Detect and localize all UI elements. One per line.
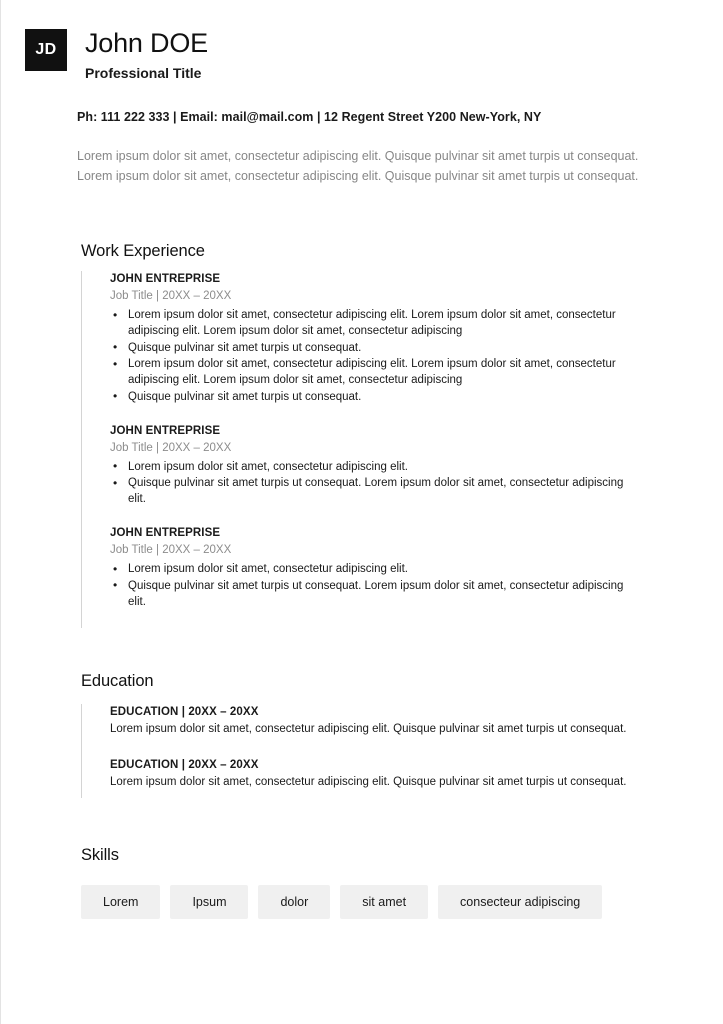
- education-entry-head: EDUCATION | 20XX – 20XX: [110, 759, 259, 771]
- education-entry: [110, 757, 723, 790]
- bullet-item: • Lorem ipsum dolor sit amet, consectetur adipiscing elit.: [110, 561, 640, 577]
- contact-line: Ph: 111 222 333 | Email: mail@mail.com | 12 Regent Street Y200 New-York, NY: [77, 110, 542, 124]
- work-entry-org: JOHN ENTREPRISE: [110, 527, 221, 539]
- work-entry: [110, 423, 723, 508]
- work-entry: [110, 525, 723, 610]
- skill-chip: Ipsum: [170, 885, 248, 919]
- bullet-item: • Lorem ipsum dolor sit amet, consectetur adipiscing elit.: [110, 459, 640, 475]
- bullet-item: • Quisque pulvinar sit amet turpis ut consequat. Lorem ipsum dolor sit amet, consectetur adipiscing elit.: [110, 578, 640, 610]
- skills-section: [81, 846, 723, 919]
- bullet-item: • Lorem ipsum dolor sit amet, consectetur adipiscing elit. Lorem ipsum dolor sit amet, consectetur adipiscing elit. Lorem ipsum dolor sit amet, consectetur adipiscing: [110, 307, 640, 339]
- work-entry-bullets: [110, 561, 723, 610]
- work-entry-meta: Job Title | 20XX – 20XX: [110, 544, 232, 556]
- bullet-item: • Quisque pulvinar sit amet turpis ut consequat. Lorem ipsum dolor sit amet, consectetur adipiscing elit.: [110, 475, 640, 507]
- section-title-education: Education: [81, 672, 154, 690]
- work-entry-bullets: [110, 459, 723, 508]
- identity-block: [85, 27, 208, 83]
- work-entry-bullets: [110, 307, 723, 405]
- section-title-work: Work Experience: [81, 242, 205, 260]
- bullet-item: • Lorem ipsum dolor sit amet, consectetur adipiscing elit. Lorem ipsum dolor sit amet, consectetur adipiscing elit. Lorem ipsum dolor sit amet, consectetur adipiscing: [110, 356, 640, 388]
- work-entry-meta: Job Title | 20XX – 20XX: [110, 441, 232, 454]
- work-entry-org: JOHN ENTREPRISE: [110, 424, 221, 437]
- work-entry: [110, 271, 723, 405]
- skill-chip-list: [81, 885, 723, 919]
- work-experience-section: [81, 242, 723, 628]
- work-entry-list: [81, 271, 723, 628]
- education-entry-head: EDUCATION | 20XX – 20XX: [110, 706, 259, 718]
- resume-header: [1, 0, 723, 83]
- education-entry-desc: Lorem ipsum dolor sit amet, consectetur adipiscing elit. Quisque pulvinar sit amet turpis ut consequat.: [110, 776, 627, 788]
- education-entry: [110, 704, 723, 737]
- skill-chip: sit amet: [340, 885, 428, 919]
- bullet-item: • Quisque pulvinar sit amet turpis ut consequat.: [110, 389, 640, 405]
- professional-title: Professional Title: [85, 65, 202, 81]
- work-entry-org: JOHN ENTREPRISE: [110, 273, 221, 285]
- education-entry-desc: Lorem ipsum dolor sit amet, consectetur adipiscing elit. Quisque pulvinar sit amet turpis ut consequat.: [110, 723, 627, 735]
- skill-chip: consecteur adipiscing: [438, 885, 602, 919]
- work-entry-meta: Job Title | 20XX – 20XX: [110, 290, 232, 302]
- section-title-skills: Skills: [81, 846, 119, 864]
- bullet-item: • Quisque pulvinar sit amet turpis ut consequat.: [110, 340, 640, 356]
- skill-chip: Lorem: [81, 885, 160, 919]
- candidate-name: John DOE: [85, 28, 208, 58]
- summary-paragraph: Lorem ipsum dolor sit amet, consectetur adipiscing elit. Quisque pulvinar sit amet turpis ut consequat. Lorem ipsum dolor sit amet, consectetur adipiscing elit. Quisque pulvinar sit amet turpis ut consequat.: [77, 149, 639, 183]
- monogram-badge: JD: [25, 29, 67, 71]
- skill-chip: dolor: [258, 885, 330, 919]
- education-entry-list: [81, 704, 723, 798]
- education-section: [81, 672, 723, 798]
